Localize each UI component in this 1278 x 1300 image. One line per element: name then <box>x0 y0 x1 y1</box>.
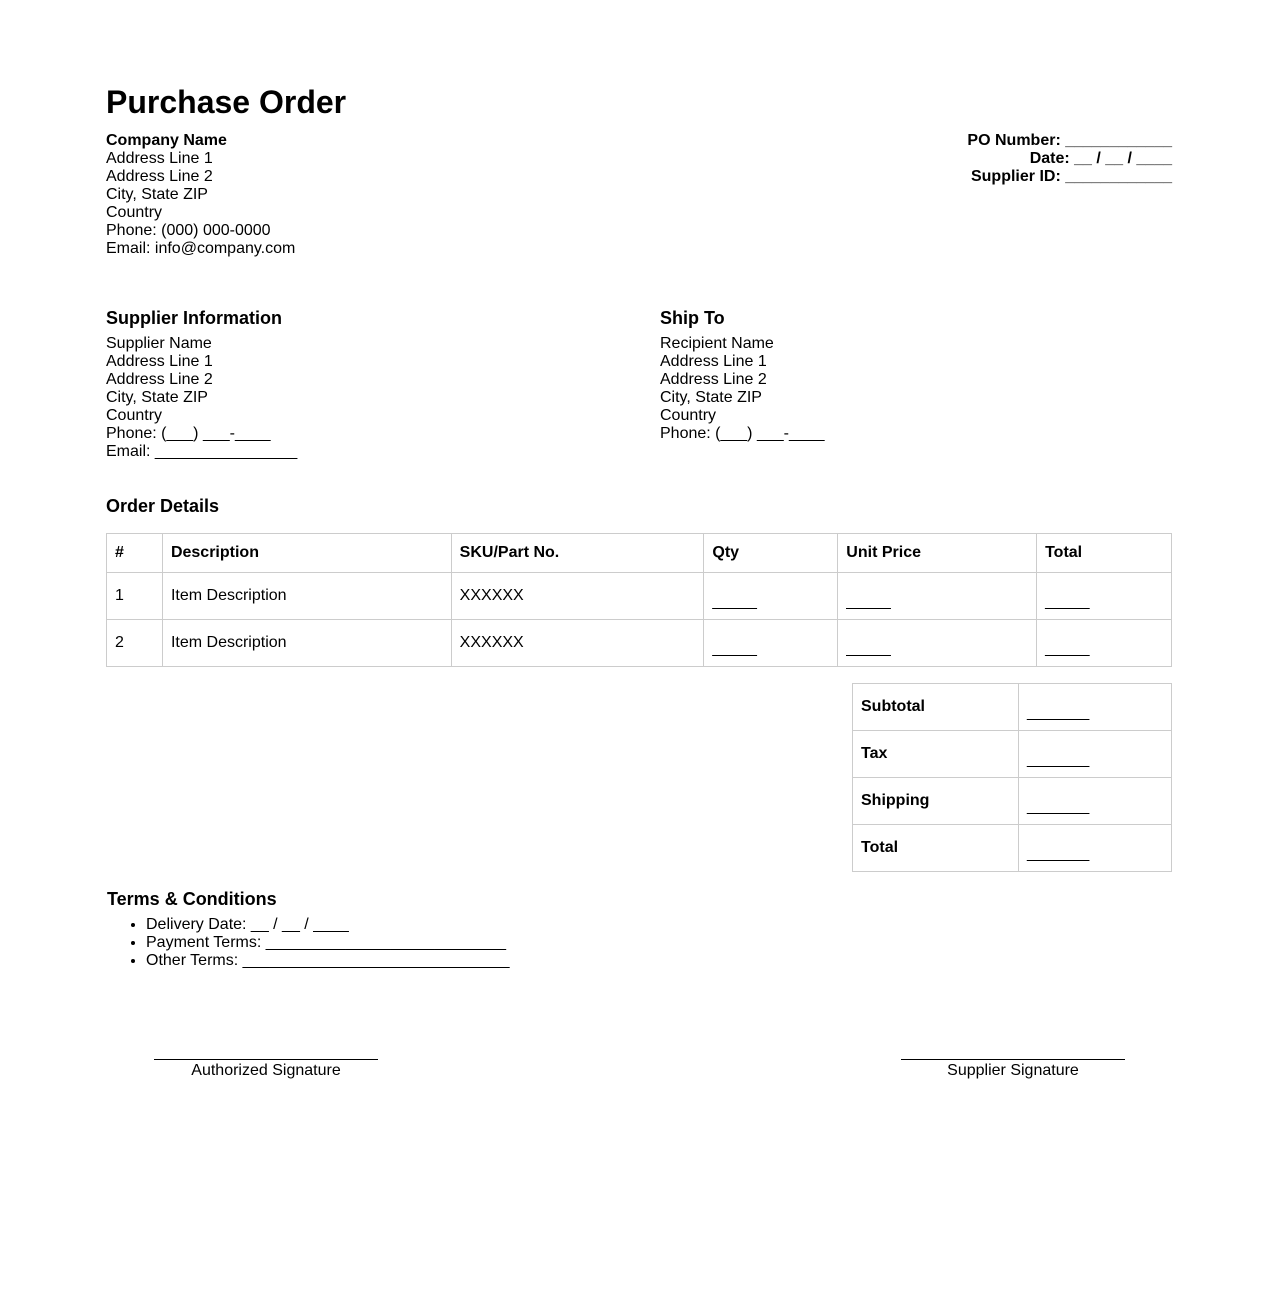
item-unit-price-field[interactable]: _____ <box>838 573 1037 620</box>
delivery-date-term[interactable]: • Delivery Date: __ / __ / ____ <box>146 916 510 934</box>
ship-to-address-line-1: Address Line 1 <box>660 353 767 370</box>
row-number: 2 <box>107 620 163 667</box>
item-qty-field[interactable]: _____ <box>704 573 838 620</box>
totals-table <box>852 683 1172 872</box>
terms-list <box>107 916 510 970</box>
supplier-information <box>106 307 297 461</box>
item-qty-field[interactable]: _____ <box>704 620 838 667</box>
supplier-signature-line[interactable] <box>901 1059 1125 1060</box>
company-info <box>106 132 295 258</box>
supplier-name: Supplier Name <box>106 335 212 352</box>
company-address-line-1: Address Line 1 <box>106 150 213 167</box>
item-description[interactable]: Item Description <box>162 620 451 667</box>
ship-to-city-state-zip: City, State ZIP <box>660 389 762 406</box>
po-date-field[interactable]: Date: __ / __ / ____ <box>1029 150 1172 167</box>
authorized-signature-block <box>154 1040 378 1081</box>
ship-to-address-line-2: Address Line 2 <box>660 371 767 388</box>
subtotal-label: Subtotal <box>853 684 1019 731</box>
supplier-phone-field[interactable]: Phone: (___) ___-____ <box>106 425 271 442</box>
company-email: Email: info@company.com <box>106 240 296 257</box>
totals-row-total <box>853 825 1172 872</box>
authorized-signature-label: Authorized Signature <box>191 1062 341 1079</box>
item-total-field[interactable]: _____ <box>1037 620 1172 667</box>
column-header-qty: Qty <box>704 534 838 573</box>
terms-heading: Terms & Conditions <box>107 889 277 909</box>
totals-row-shipping <box>853 778 1172 825</box>
supplier-signature-label: Supplier Signature <box>947 1062 1079 1079</box>
item-unit-price-field[interactable]: _____ <box>838 620 1037 667</box>
tax-field[interactable]: _______ <box>1019 731 1172 778</box>
table-row <box>107 573 1172 620</box>
company-country: Country <box>106 204 163 221</box>
supplier-id-field[interactable]: Supplier ID: ____________ <box>970 168 1172 185</box>
table-header-row <box>107 534 1172 573</box>
shipping-label: Shipping <box>853 778 1019 825</box>
totals-row-tax <box>853 731 1172 778</box>
totals-row-subtotal <box>853 684 1172 731</box>
column-header-description: Description <box>162 534 451 573</box>
subtotal-field[interactable]: _______ <box>1019 684 1172 731</box>
po-meta <box>967 132 1172 186</box>
order-details-heading: Order Details <box>106 496 220 516</box>
table-row <box>107 620 1172 667</box>
tax-label: Tax <box>853 731 1019 778</box>
company-address-line-2: Address Line 2 <box>106 168 213 185</box>
supplier-signature-block <box>901 1040 1125 1081</box>
supplier-address-line-2: Address Line 2 <box>106 371 213 388</box>
order-details-table <box>106 533 1172 667</box>
column-header-unit-price: Unit Price <box>838 534 1037 573</box>
page-title: Purchase Order <box>106 84 347 120</box>
item-description[interactable]: Item Description <box>162 573 451 620</box>
payment-terms[interactable]: • Payment Terms: ___________________________ <box>146 934 510 952</box>
row-number: 1 <box>107 573 163 620</box>
authorized-signature-line[interactable] <box>154 1059 378 1060</box>
ship-to-phone-field[interactable]: Phone: (___) ___-____ <box>660 425 825 442</box>
total-field[interactable]: _______ <box>1019 825 1172 872</box>
item-sku[interactable]: XXXXXX <box>451 573 704 620</box>
recipient-name: Recipient Name <box>660 335 774 352</box>
total-label: Total <box>853 825 1019 872</box>
supplier-country: Country <box>106 407 163 424</box>
column-header-total: Total <box>1037 534 1172 573</box>
company-city-state-zip: City, State ZIP <box>106 186 208 203</box>
terms-and-conditions <box>107 888 510 970</box>
ship-to <box>660 307 825 443</box>
column-header-number: # <box>107 534 163 573</box>
ship-to-country: Country <box>660 407 717 424</box>
supplier-heading: Supplier Information <box>106 308 283 328</box>
item-total-field[interactable]: _____ <box>1037 573 1172 620</box>
ship-to-heading: Ship To <box>660 308 725 328</box>
item-sku[interactable]: XXXXXX <box>451 620 704 667</box>
other-terms[interactable]: • Other Terms: ______________________________ <box>146 952 510 970</box>
supplier-address-line-1: Address Line 1 <box>106 353 213 370</box>
column-header-sku: SKU/Part No. <box>451 534 704 573</box>
company-name: Company Name <box>106 132 227 149</box>
supplier-email-field[interactable]: Email: ________________ <box>106 443 298 460</box>
supplier-city-state-zip: City, State ZIP <box>106 389 208 406</box>
po-number-field[interactable]: PO Number: ____________ <box>967 132 1172 149</box>
company-phone: Phone: (000) 000-0000 <box>106 222 271 239</box>
shipping-field[interactable]: _______ <box>1019 778 1172 825</box>
